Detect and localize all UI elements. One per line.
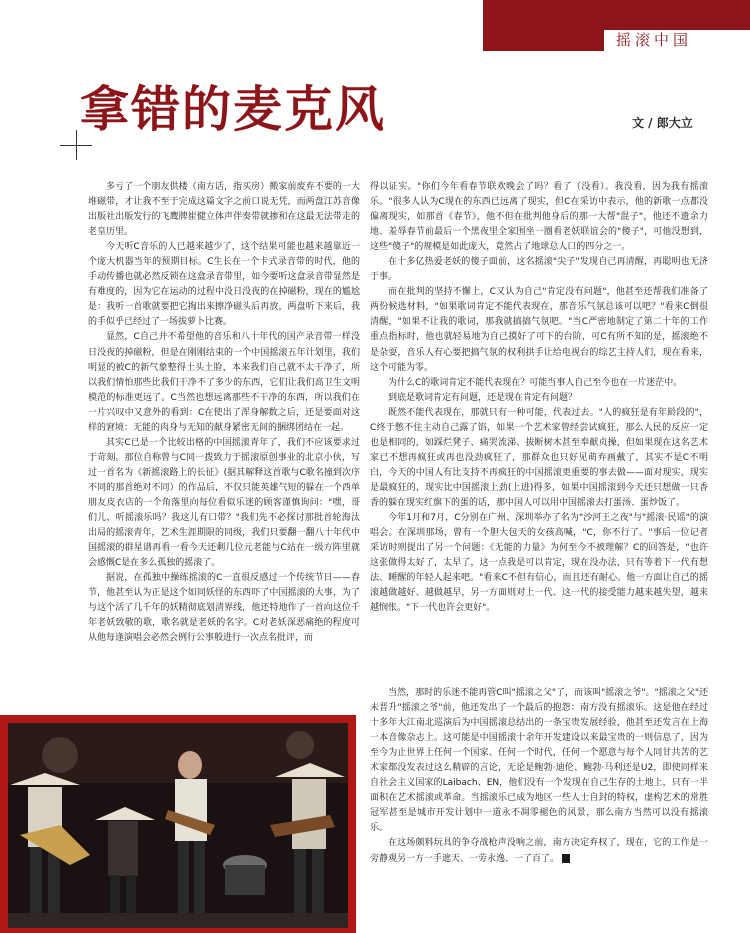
paragraph: 到底是歌词肯定有问题，还是现在肯定有问题？ — [388, 392, 578, 403]
paragraph: 而在批判的坚持不懈上，C又认为自己"肯定没有问题"，他甚至还帮我们准备了两份候选材料，"如果歌词肯定不能代表现在，那音乐气氛总该可以吧？"看来C倒很清醒，"如果不让我的歌词，那我就搞搞气氛吧。"当C严密地制定了第二十年的工作重点指标时，他也就轻易地为自己摸好了可下的台阶，可C有所不知的是，摇滚绝不是杂耍，音乐人有心要把搞气氛的权利拱手让给电视台的综艺主持人们，现在看来，这个可能为零。 — [370, 287, 708, 373]
paragraph: 显然，C自己并不希望他的音乐和八十年代的国产录音带一样没日没夜的掉磁粉，但是在刚刚结束的一个中国摇滚五年计划里，我们明显的被C的新气象整得土头土脸，本来我们自己就不太干净了，所以我们情怕那些比我们干净不了多少的东西，它们让我们高卫生文明模范的标准更远了。C当然也想远离那些不干净的东西，所以我们在一片兴叹中又意外的看到：C在使出了浑身解数之后，还是要面对这样的窘境：无能的肉身与无知的献身紧密无间的捆绑团结在一起。 — [88, 332, 360, 433]
concert-photo-image — [0, 715, 356, 933]
paragraph: 今天听C音乐的人已越来越少了，这个结果可能也越来越靠近一个庞大机器当年的预期目标。C生长在一个卡式录音带的时代，他的手动传播也就必然反锁在这盒录音带里，如今要听这盒录音带显然是有难度的，因为它在运动的过程中没日没夜的在掉磁粉，现在的尴尬是：我听一首歌就要把它掏出来擦净磁头后再放，两盘听下来后，我的手似乎已经过了一场拔萝卜比赛。 — [88, 242, 360, 328]
paragraph-text: 在这场颇料玩具的争夺战枪声没响之前，南方决定弃权了，现在，它的工作是一旁静观另一方一手遮天、一劳永逸、一了百了。 — [370, 838, 708, 864]
paragraph: 得以证实。"你们今年看春节联欢晚会了吗？看了（没看）。我没看，因为我有摇滚乐。"很多人认为C现在的东西已远离了现实，但C在采访中表示，他的新歌一点都没偏离现实，如那首《春节》，他不但在批判他身后的那一大帮"混子"，他还不遗余力地、羞辱春节前最后一个黑夜里全家围坐一圈看老妖联谊会的"傻子"，可他没想到，这些"傻子"的规模是如此庞大，竟然占了地球总人口的四分之一。 — [370, 182, 708, 253]
paragraph: 既然不能代表现在，那就只有一种可能，代表过去。"人的疯狂是有年龄段的"，C终于憋不住主动自己露了馅，如果一个艺术家曾经尝试疯狂，那么人民的反应一定也是相同的，如踩烂凳子、痛哭流涕、拔断树木甚至奉献贞操，但如果现在这名艺术家已不想再疯狂或再也没劲疯狂了，那群众也只好见萌弃画戴了，其实不是C不明白，今天的中国人有比支持不再疯狂的中国摇滚更重要的事去做——面对现实，现实是最疯狂的，现实比中国摇滚上劲(上进)得多，如果中国摇滚到今天还只想做一只香香的躲在现实红旗下的蛋的话，那中国人可以用中国摇滚去打蛋汤、蛋炒饭了。 — [370, 407, 708, 508]
paragraph: 为什么C的歌词肯定不能代表现在？可能当事人自己至今也在一片迷茫中。 — [388, 377, 683, 388]
paragraph: 其实C已是一个比较出格的中国摇滚青年了，我们不应该要求过于苛刻。那位自称曾与C同一拨致力于摇滚原创事业的北京小伙，写过一首名为《新摇滚路上的长征》(据其解释这首歌与C歌名撞到次序不同的那首绝对不同）的作品后，不仅只能英雄气短的躲在一个西单朋友皮衣店的一个角落里向每位看似乐迷的顾客谨慎询问："嘿，哥们儿，听摇滚乐吗？我这儿有口带？"我们先不必探讨那批首轮海汰出局的摇滚青年，艺术生涯期限的同级，我们只要翻一翻八十年代中国摇滚的群星谱再看一看今天还剩几位元老能与C站在一级方阵里就会感慨C是在多么孤独的摇滚了。 — [88, 437, 360, 569]
paragraph: 今年1月和7月，C分别在广州、深圳举办了名为"沙河王之夜"与"摇滚·民谣"的演唱会。在深圳那场，曾有一个胆大包天的女孩高喊，"C，你不行了。"事后一位记者采访时则提出了另一个问题：《无能的力量》为何至今不被理解？C的回答是，"也许这张做得太好了，太早了，这一点我是可以肯定，现在没办法，只有等着下一代有想法、睡醒的年轻人起来吧。"看来C不但有信心，而且还有耐心。他一方面让自己的摇滚越做越好、越做越早，另一方面则对上一代、这一代的接受能力越来越失望，越来越悯怅。"下一代也许会更好"。 — [370, 513, 708, 614]
section-label: 摇滚中国 — [604, 30, 750, 51]
paragraph: 当然，那时的乐迷不能再管C叫"摇滚之父"了，而该叫"摇滚之爷"。"摇滚之父"还未晋升"摇滚之爷"前，他还发出了一个最后的抱怨：南方没有摇滚乐。这是他在经过十多年大江南北巡演后为中国摇滚总结出的一条宝贵发展经验，他甚至还发言在上海一本音像杂志上。这可能是中国摇滚十余年开发建设以来最宝贵的一则信息了，因为至今为止世界上任何一个国家、任何一个时代，任何一个愿意与每个人同甘共苦的艺术家都没发表过这么精辟的言论，无论是鲍勃·迪伦、鲍勃·马利还是U2，即使同样来自社会主义国家的Laibach、EN，他们没有一个发现在自己生存的土地上，只有一半面积在艺术摇滚或革命。当摇滚乐已成为地区一些人士自封的特权，虚构艺术的常胜冠军甚至是城市开发计划中一道永不凋零褪色的风景，那么南方当然可以没有摇滚乐。 — [370, 688, 708, 834]
title-crosshair-v — [76, 130, 77, 160]
right-column-top — [370, 180, 708, 685]
paragraph: 多亏了一个朋友供楼（南方话，指买房）搬家前废弃不要的一大堆磁带，才让我不至于完成这篇文字之前口说无凭，而两盘江苏音像出版社出版发行的飞鹰牌崔健立体声伴奏带就掺和在这最无法带走的老皇历里。 — [88, 182, 360, 238]
section-tab — [483, 0, 750, 51]
paragraph: 在十多亿热爱老妖的傻子面前，这名摇滚"尖子"发现自己再清醒，再聪明也无济于事。 — [370, 257, 708, 283]
concert-photo — [0, 715, 356, 933]
paragraph — [370, 836, 708, 866]
left-column — [88, 180, 360, 710]
article-author: 文 / 郎大立 — [632, 116, 693, 130]
paragraph: 据说，在孤独中操练摇滚的C一直很反感过一个传统节日——春节，他甚至认为正是这个如同妖怪的东西吓了中国摇滚的大事，为了与这个活了几千年的妖精彻底划清界线，他还特地作了一首向这位千年老妖致敬的歌，歌名就是老妖的名字。C对老妖深恶痛绝的程度可从他每逢演唱会必然会例行公事般进行一次点名批评，而 — [88, 573, 360, 644]
article-title: 拿错的麦克风 — [80, 81, 387, 138]
right-column-bottom — [370, 686, 708, 884]
end-mark-icon — [562, 854, 570, 863]
